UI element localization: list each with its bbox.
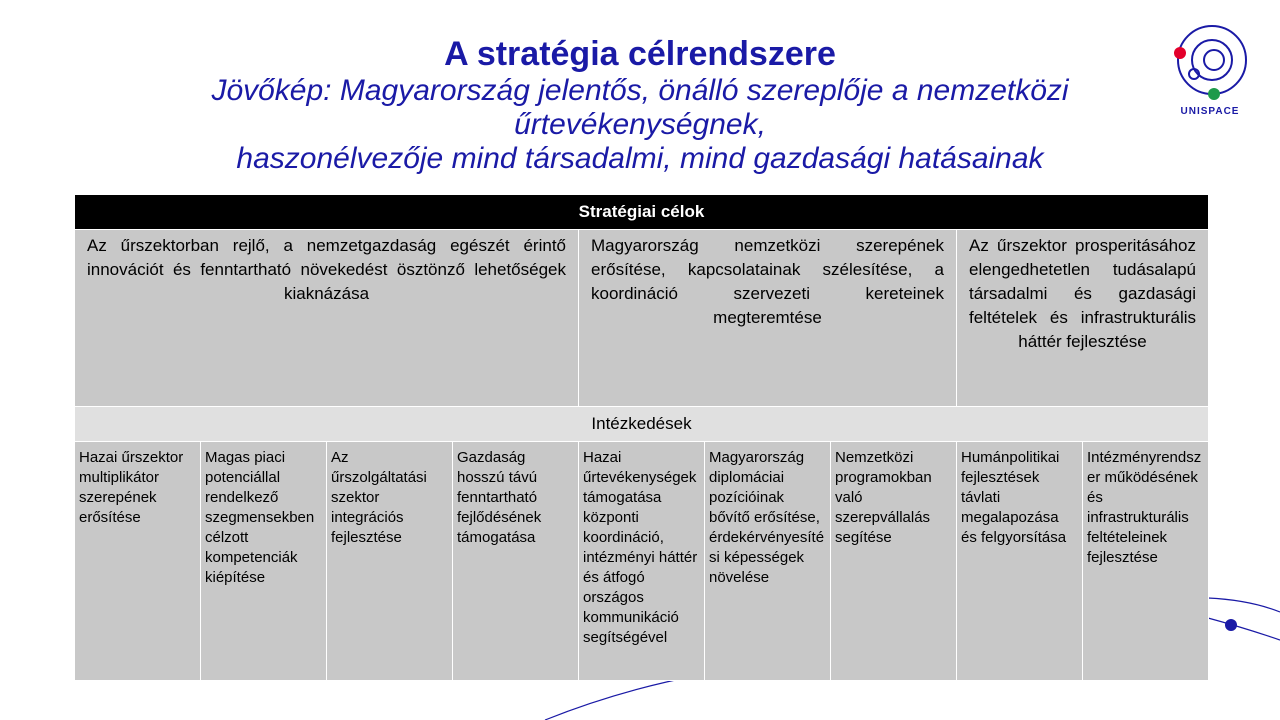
goal-cell-3: Az űrszektor prosperitásához elengedhetetlen tudásalapú társadalmi és gazdasági feltételek és infrastrukturális háttér fejlesztése [957, 230, 1209, 407]
measure-cell: Hazai űrtevékenységek támogatása központi koordináció, intézményi háttér és átfogó országos kommunikáció segítségével [579, 442, 705, 681]
logo-text: UNISPACE [1180, 106, 1240, 117]
vision-line-3: haszonélvezője mind társadalmi, mind gazdasági hatásainak [236, 142, 1044, 175]
measure-cell: Humánpolitikai fejlesztések távlati megalapozása és felgyorsítása [957, 442, 1083, 681]
strategy-table [74, 194, 1209, 681]
vision-line-2: űrtevékenységnek, [514, 108, 766, 141]
measure-cell: Gazdaság hosszú távú fenntartható fejlődésének támogatása [453, 442, 579, 681]
vision-line-1: Jövőkép: Magyarország jelentős, önálló szereplője a nemzetközi [211, 74, 1069, 107]
measure-cell: Hazai űrszektor multiplikátor szerepének erősítése [75, 442, 201, 681]
goal-cell-1: Az űrszektorban rejlő, a nemzetgazdaság egészét érintő innovációt és fenntartható növekedést ösztönző lehetőségek kiaknázása [75, 230, 579, 407]
unispace-logo [1168, 22, 1252, 122]
strategic-goals-header: Stratégiai célok [75, 195, 1209, 230]
measure-cell: Az űrszolgáltatási szektor integrációs fejlesztése [327, 442, 453, 681]
measure-cell: Magas piaci potenciállal rendelkező szegmensekben célzott kompetenciák kiépítése [201, 442, 327, 681]
goal-cell-2: Magyarország nemzetközi szerepének erősítése, kapcsolatainak szélesítése, a koordináció szervezeti kereteinek megteremtése [579, 230, 957, 407]
title-block [140, 34, 1140, 176]
measures-header: Intézkedések [75, 407, 1209, 442]
measure-cell: Magyarország diplomáciai pozícióinak bővítő erősítése, érdekérvényesítési képességek növelése [705, 442, 831, 681]
measure-cell: Nemzetközi programokban való szerepvállalás segítése [831, 442, 957, 681]
measure-cell: Intézményrendszer működésének és infrastrukturális feltételeinek fejlesztése [1083, 442, 1209, 681]
unispace-logo-icon [1168, 22, 1252, 106]
page-title: A stratégia célrendszere [444, 35, 836, 73]
orbit-dot [1225, 619, 1237, 631]
